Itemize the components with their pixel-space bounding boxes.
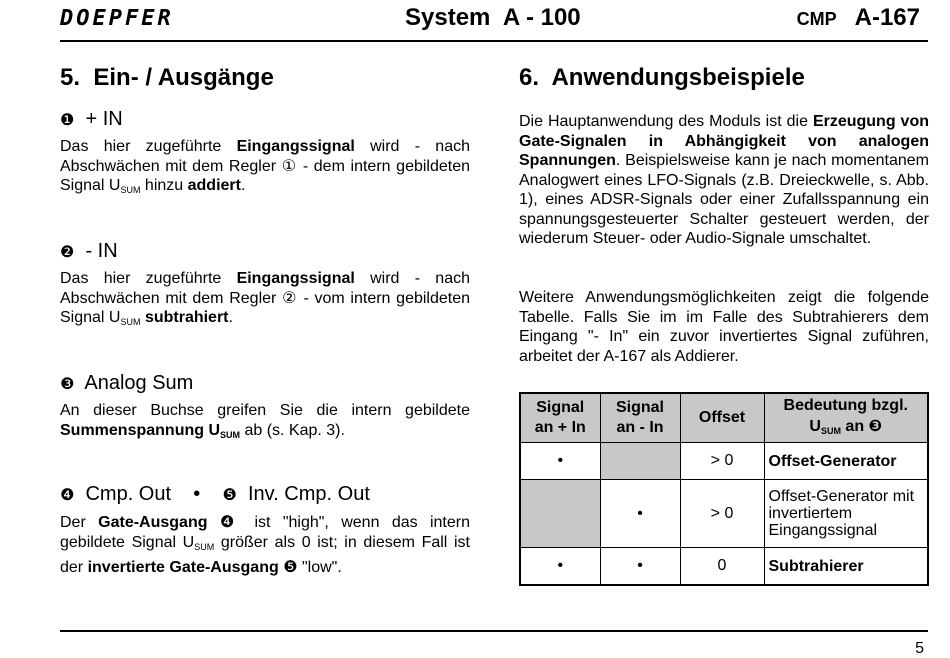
- item-heading: [60, 483, 470, 506]
- section-application-examples: [519, 64, 930, 365]
- application-paragraph-2: Weitere Anwendungsmöglichkeiten zeigt die folgende Tabelle. Falls Sie im im Falle des Subtrahierers dem Eingang "- In" ein zuvor invertiertes Signal zuführen, arbeitet der A-167 als Addierer.: [519, 289, 929, 365]
- module-short-name: CMP: [796, 9, 837, 29]
- item-heading: [60, 372, 470, 395]
- cell-meaning: Offset-Generator mit invertiertem Eingangssignal: [764, 480, 928, 548]
- cell-minus-in: •: [600, 548, 680, 586]
- header-signal-minus-in: Signal an - In: [600, 393, 680, 443]
- header-rule: [60, 40, 928, 42]
- section-title-6: 6. Anwendungsbeispiele: [519, 64, 805, 91]
- item-heading-text: Cmp. Out: [85, 483, 172, 505]
- item-cmp-out: [60, 483, 470, 578]
- item-heading: [60, 240, 470, 263]
- item-description: Das hier zugeführte Eingangssignal wird - nach Abschwächen mit dem Regler ② - vom intern gebildeten Signal $U_{SUM}$ subtrahiert.: [60, 270, 471, 327]
- applications-table: [519, 392, 929, 586]
- cell-offset: > 0: [680, 443, 764, 480]
- table-row: [520, 548, 928, 586]
- item-heading: [60, 108, 470, 131]
- cell-plus-in: •: [520, 443, 600, 480]
- item-heading-text: - IN: [85, 240, 118, 262]
- item-heading-text: Analog Sum: [84, 372, 194, 394]
- page-title: System A - 100: [405, 4, 581, 31]
- section-inputs-outputs: [60, 64, 471, 576]
- item-minus-in: [60, 240, 470, 333]
- number-4-icon: ❹: [60, 485, 75, 504]
- header-meaning: Bedeutung bzgl. $U_{SUM}$ an ❸: [764, 393, 928, 443]
- doepfer-logo: DOEPFER: [60, 6, 174, 31]
- table-row: [520, 443, 928, 480]
- section-title-5: 5. Ein- / Ausgänge: [60, 64, 274, 91]
- footer-rule: [60, 630, 928, 632]
- knob-1-symbol: ①: [281, 157, 298, 175]
- number-1-icon: ❶: [60, 110, 75, 129]
- cell-plus-in: [520, 480, 600, 548]
- table-row: [520, 480, 928, 548]
- module-id: [797, 4, 920, 32]
- knob-2-symbol: ②: [282, 289, 298, 307]
- module-model: A-167: [854, 4, 920, 31]
- table-header-row: [520, 393, 928, 443]
- cell-minus-in: •: [600, 480, 680, 548]
- number-5-icon: ❺: [222, 485, 237, 504]
- application-paragraph-1: Die Hauptanwendung des Moduls ist die Erzeugung von Gate-Signalen in Abhängigkeit von analogen Spannungen. Beispielsweise kann je nach momentanem Analogwert eines LFO-Signals (z.B. Dreieckwelle, s. Abb. 1), eines ADSR-Signals oder einer Zufallsspannung ein spannungsgesteuerter Schalter gesteuert werden, der wiederum Steuer- oder Audio-Signale umschaltet.: [519, 113, 930, 247]
- item-heading-text: + IN: [85, 108, 123, 130]
- item-description: Das hier zugeführte Eingangssignal wird - nach Abschwächen mit dem Regler ① - dem intern gebildeten Signal $U_{SUM}$ hinzu addiert.: [60, 138, 471, 195]
- cell-offset: 0: [680, 548, 764, 586]
- header-offset: Offset: [680, 393, 764, 443]
- cell-offset: > 0: [680, 480, 764, 548]
- cell-plus-in: •: [520, 548, 600, 586]
- header-signal-plus-in: Signal an + In: [520, 393, 600, 443]
- cell-minus-in: [600, 443, 680, 480]
- page-number: 5: [915, 640, 924, 657]
- separator-dot: •: [193, 483, 201, 505]
- item-plus-in: [60, 108, 470, 201]
- number-3-icon: ❸: [60, 374, 75, 393]
- item-analog-sum: [60, 372, 470, 445]
- cell-meaning: Subtrahierer: [764, 548, 928, 586]
- number-2-icon: ❷: [60, 242, 75, 261]
- item-description: Der Gate-Ausgang ❹ ist "high", wenn das intern gebildete Signal $U_{SUM}$ größer als 0 ist; in diesem Fall ist der invertierte Gate-Ausgang ❺ "low".: [60, 512, 471, 576]
- cell-meaning: Offset-Generator: [764, 443, 928, 480]
- item-heading-text-2: Inv. Cmp. Out: [248, 483, 370, 505]
- item-description: An dieser Buchse greifen Sie die intern gebildete Summenspannung $U_{SUM}$ ab (s. Kap. 3).: [60, 402, 470, 440]
